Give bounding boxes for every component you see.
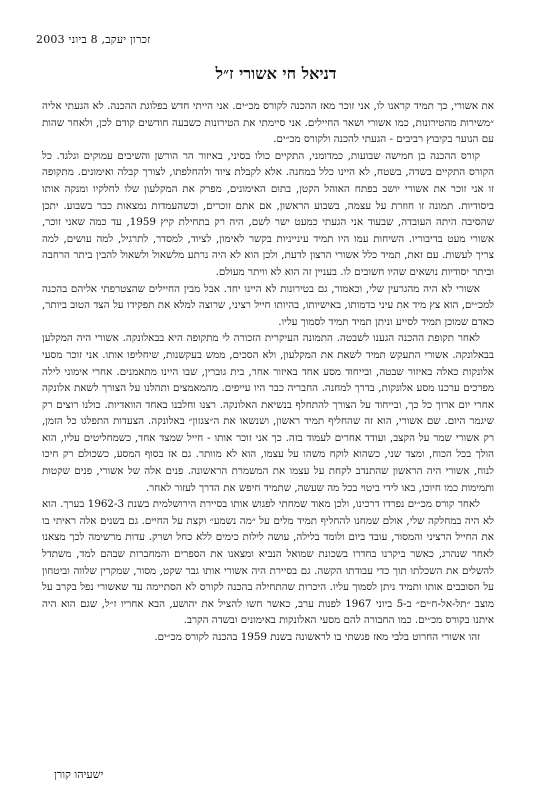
- document-date: זכרון יעקב, 8 ביוני 2003: [36, 33, 151, 46]
- paragraph: קורס ההכנה בן חמישה שבועות, כמדומני, התקיים כולו בסיני, באיזור הר הורשן והשיבים עמוקים וגלגד. כל הקורס התקיים בשדה, בשטח, לא היינו כלל במחנה. אלא לקבלת ציוד ולהחלפתו, לצורך קבלה ואימונים. מתקופה זו אני זוכר את אשורי יושב בפתח האוהל הקטן, בתום האימונים, מפרק את המקלעון שלו לחלקיו ומנקה אותו ביסודיות. תמונה זו חוזרת על עצמה, בשבוע הראשון, אם אתם זוכרים, וכשהעמדות נמצאות כבר בשבוע. יתכן שהסיבה היתה העובדה, שבעוד אני הגעתי כמעט ישר לשם, היה רק בתחילת קיץ 1959, עד כמה שאני זוכר, אשורי מעט בדיבוריו. השיחות עמו היו תמיד עינייניות בקשר לאימון, לציוד, למסדר, לתרגיל, למה עושים, למה צריך לעשות. עם זאת, תמיד כלל אשורי הרצון לדעת, ולכן הוא לא היה נרתע מלשאול ולשאול להבין ביתר הרחבה וביתר יסודיות נושאים שהיו חשובים לו. בעניין זה הוא לא וויתר מעולם.: [42, 149, 494, 278]
- paragraph: לאחר תקופת ההכנה הגענו לשבטה. התמונה העיקרית הזכורה לי מתקופה היא בבאלונקה. אשורי היה המקלען בבאלונקה. אשורי התעקש תמיד לשאת את המקלעון, ולא הסכים, ממש בעקשנות, שיחליפו אותו. אני זוכר מסעי אלונקות כאלה באיזור שבטה, ובייחוד מסע אחד באיזור אחר, בית גוברין, שבו היינו מתאמנים. אחרי אימוני לילה מפרכים ערכנו מסע אלונקות, בדרך למחנה. החבריה כבר היו עייפים. מהמאמצים ותהלנו על הצורך לשאת אלונקה אחרי יום ארוך כל כך, ובייחוד על הצורך להתחלף בנשיאת האלונקה. רצנו וחלבנו באחד הוואדיות. כולנו רוצים רק שיגמר היום. שם אשורי, הוא זה שהחליף תמיד ראשון, ושנשאו את ה״צגזון״ באלונקה. הצעדות התפלגו כל הזמן, רק אשורי שמר על הקצב, ועודד אחרים לעמוד בזה. כך אני זוכר אותו - חייל שמצד אחד, כשמחליטים עליו, הוא הולך בכל הכוח, ומצד שני, כשהוא לוקח משהו על עצמו, הוא לא מוותר. גם אז בסוף המסע, כשכולם רק חיכו לנוח, אשורי היה הראשון שהתנדב לקחת על עצמו את המשמרת הראשונה. פנים אלה של אשורי, פנים שקטות ותמימות כמו חיוכו, באו לידי ביטוי בכל מה שעשה, שתמיד חיפש את הדרך לעזור לאחר.: [42, 332, 494, 494]
- paragraph: את אשורי, כך תמיד קראנו לו, אני זוכר מאז ההכנה לקורס מכ״ים. אני הייתי חדש בפלוגת ההכנה. לא הגעתי אליה ״משירות מהטירונות, כמו אשורי ושאר החיילים. אני סיימתי את הטירונות כשבעה חודשים קודם לכן, ולאחר שהות עם הנוער בקיבוץ רביבים - הגעתי להכנה ולקורס מכ״ים.: [42, 100, 494, 146]
- signature: ישעיהו קורן: [54, 768, 104, 781]
- paragraph: זהו אשורי החרוט בלבי מאז פגשתי בו לראשונה בשנת 1959 בהכנה לקורס מכ״ים.: [154, 631, 480, 643]
- paragraph: אשורי לא היה מהגרעין שלי, וכאמור, גם בטירונות לא היינו יחד. אבל מבין החיילים שהצטרפתי אליהם בהכנה למכ״ים, הוא צץ מיד את עיני בדמותו, באישיותו, בהיותו חייל רציני, שרוצה למלא את תפקידו על הצד הטוב ביותר, כאדם שמוכן תמיד לסייע וניתן תמיד תמיד לסמוך עליו.: [42, 282, 494, 328]
- document-body: [42, 98, 494, 646]
- paragraph: לאחר קורס מכ״ים נפרדו דרכינו, ולכן מאוד שמחתי לפגוש אותו בסיירת הירושלמית בשנת 1962-3 בערך. הוא לא היה במחלקה שלי, אולם שמחנו להחליף תמיד מלים על ״מה נשמע״ וקצת על החיים. גם בשנים אלה ראיתי בו את החייל הרציני והמסור, עובד ביום ולומד בלילה, עושה לילות כימים ללא כחל ושרק. עדות מרשימה לכך מצאנו לאחר שנהרג, כאשר ביקרנו בחדרו בשכונת שמואל הנביא ומצאנו את הספרים והמחברות שבהם למד, משתדל להשלים את השכלתו תוך כדי עבודתו הקשה. גם בסיירת היה אשורי אותו גבר שקט, מסור, שמקרין שלווה וביטחון על הסובבים אותו ותמיד ניתן לסמוך עליו. היכרות שהתחילה בהכנה לקורס לא הסתיימה עד שאשורי נפל בקרב על מוצב ״תל-אל-ח׳ים״ ב-5 ביוני 1967 לפנות ערב, כאשר חשו להציל את יהושע, הבא אחריו ז״ל, שגם הוא היה איתנו בקורס מכ״ים. כמו החבורה להם מסעי האלונקות באימונים ובשדה הקרב.: [42, 498, 494, 627]
- document-title: דניאל חי אשורי ז״ל: [215, 64, 337, 83]
